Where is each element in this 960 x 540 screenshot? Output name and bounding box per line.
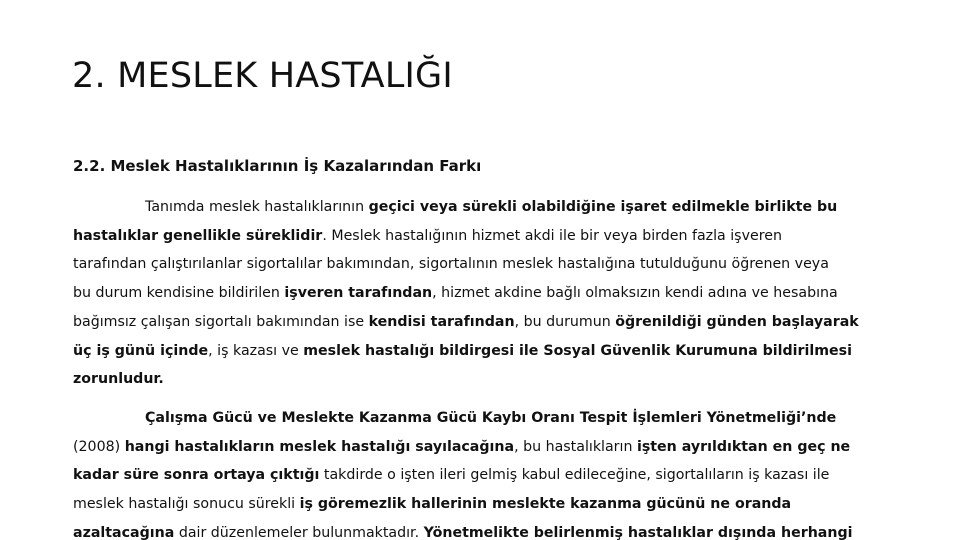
- text-run: , bu durumun: [514, 313, 616, 330]
- text-run: Tanımda meslek hastalıklarının: [145, 199, 369, 215]
- bold-run: meslek hastalığı bildirgesi ile Sosyal Güvenlik Kurumuna bildirilmesi: [303, 342, 852, 359]
- paragraph-line: [73, 337, 903, 366]
- paragraph-line: [73, 490, 903, 519]
- paragraph-line: [73, 308, 903, 337]
- paragraph-line: [73, 222, 903, 251]
- paragraph-line: [73, 461, 903, 490]
- paragraph-line: [73, 404, 903, 433]
- bold-run: hangi hastalıkların meslek hastalığı sayılacağına: [124, 438, 515, 455]
- text-run: dair düzenlemeler bulunmaktadır.: [174, 524, 424, 540]
- bold-run: üç iş günü içinde: [73, 342, 209, 359]
- bold-run: geçici veya sürekli olabildiğine işaret edilmekle birlikte bu: [368, 199, 838, 215]
- bold-run: hastalıklar genellikle süreklidir: [73, 227, 323, 244]
- bold-run: kadar süre sonra ortaya çıktığı: [73, 467, 320, 484]
- bold-run: işten ayrıldıktan en geç ne: [636, 438, 851, 455]
- slide-title: 2. MESLEK HASTALIĞI: [72, 56, 453, 96]
- section-subtitle: 2.2. Meslek Hastalıklarının İş Kazalarından Farkı: [73, 157, 482, 175]
- bold-run: azaltacağına: [73, 524, 175, 540]
- text-run: , iş kazası ve: [208, 342, 304, 359]
- text-run: takdirde o işten ileri gelmiş kabul edileceğine, sigortalıların iş kazası ile: [319, 467, 830, 484]
- text-run: bu durum kendisine bildirilen: [73, 285, 285, 302]
- bold-run: Çalışma Gücü ve Meslekte Kazanma Gücü Kaybı Oranı Tespit İşlemleri Yönetmeliği’nde: [145, 410, 837, 426]
- bold-run: zorunludur.: [73, 371, 164, 388]
- paragraph-line: [73, 279, 903, 308]
- paragraph-line: [73, 193, 903, 222]
- bold-run: Yönetmelikte belirlenmiş hastalıklar dışında herhangi: [423, 524, 853, 540]
- text-run: , bu hastalıkların: [514, 438, 637, 455]
- paragraph-line: [73, 365, 903, 394]
- paragraph-line: [73, 250, 903, 279]
- paragraph-1: [73, 193, 903, 394]
- text-run: , hizmet akdine bağlı olmaksızın kendi adına ve hesabına: [432, 285, 838, 302]
- bold-run: öğrenildiği günden başlayarak: [615, 313, 859, 330]
- text-run: . Meslek hastalığının hizmet akdi ile bir veya birden fazla işveren: [322, 227, 782, 244]
- paragraph-line: [73, 433, 903, 462]
- text-run: bağımsız çalışan sigortalı bakımından ise: [73, 313, 369, 330]
- text-run: meslek hastalığı sonucu sürekli: [73, 496, 300, 513]
- text-run: tarafından çalıştırılanlar sigortalılar bakımından, sigortalının meslek hastalığına tutulduğunu öğrenen veya: [73, 256, 829, 273]
- bold-run: işveren tarafından: [284, 285, 433, 302]
- text-run: (2008): [73, 438, 125, 455]
- bold-run: kendisi tarafından: [368, 313, 515, 330]
- bold-run: iş göremezlik hallerinin meslekte kazanma gücünü ne oranda: [299, 496, 792, 513]
- paragraph-2: [73, 404, 903, 540]
- paragraph-line: [73, 519, 903, 540]
